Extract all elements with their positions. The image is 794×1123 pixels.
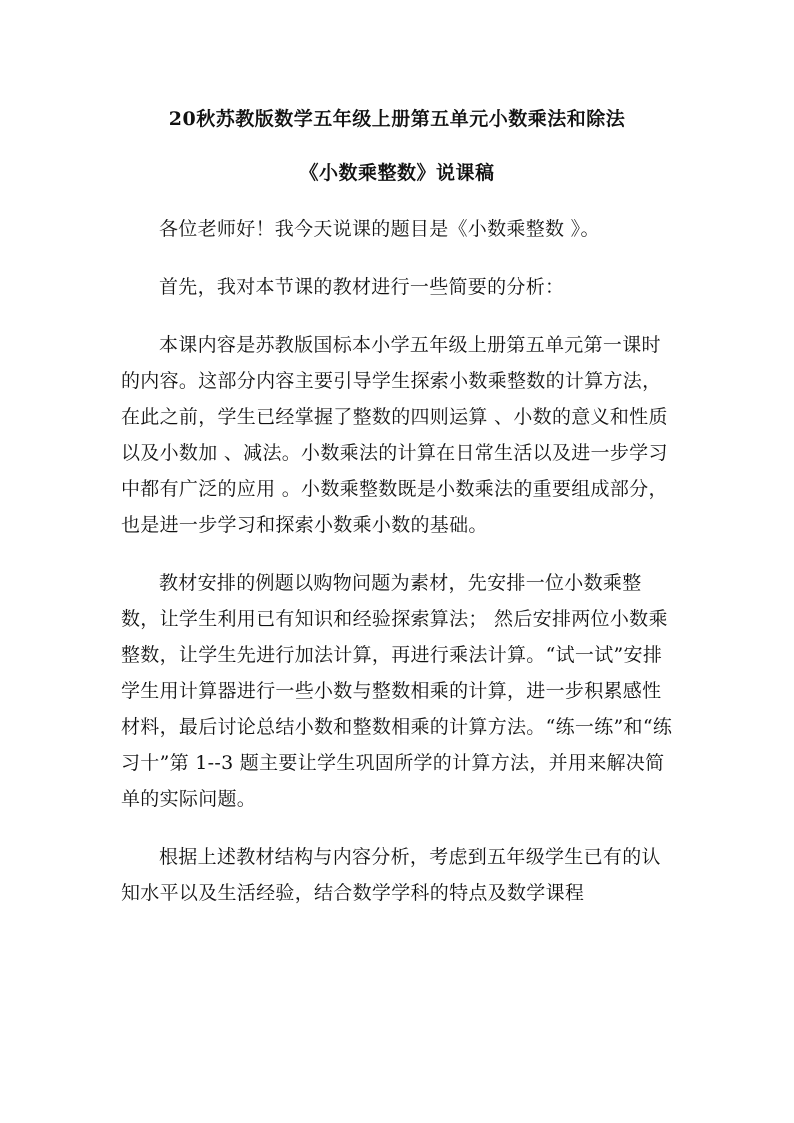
document-subtitle: 《小数乘整数》说课稿 xyxy=(299,162,495,184)
paragraph-intro: 首先，我对本节课的教材进行一些简要的分析： xyxy=(159,276,565,298)
paragraph-greeting: 各位老师好！我今天说课的题目是《小数乘整数 》。 xyxy=(159,218,600,240)
document-title: 20秋苏教版数学五年级上册第五单元小数乘法和除法 xyxy=(168,108,626,130)
paragraph-textbook-arrangement: 教材安排的例题以购物问题为素材，先安排一位小数乘整数，让学生利用已有知识和经验探索算法； 然后安排两位小数乘整数，让学生先进行加法计算，再进行乘法计算。“试一试”安排学生用计算器进行一些小数与整数相乘的计算，进一步积累感性材料，最后讨论总结小数和整数相乘的计算方法。“练一练”和“练习十”第 1--3 题主要让学生巩固所学的计算方法，并用来解决简单的实际问题。 xyxy=(121,572,673,810)
document-body xyxy=(121,211,677,911)
paragraph-content-analysis: 本课内容是苏教版国标本小学五年级上册第五单元第一课时的内容。这部分内容主要引导学生探索小数乘整数的计算方法，在此之前，学生已经掌握了整数的四则运算 、小数的意义和性质以及小数加 、减法。小数乘法的计算在日常生活以及进一步学习中都有广泛的应用 。小数乘整数既是小数乘法的重要组成部分，也是进一步学习和探索小数乘小数的基础。 xyxy=(121,334,668,536)
paragraph-conclusion: 根据上述教材结构与内容分析，考虑到五年级学生已有的认知水平以及生活经验，结合数学学科的特点及数学课程 xyxy=(121,846,661,904)
